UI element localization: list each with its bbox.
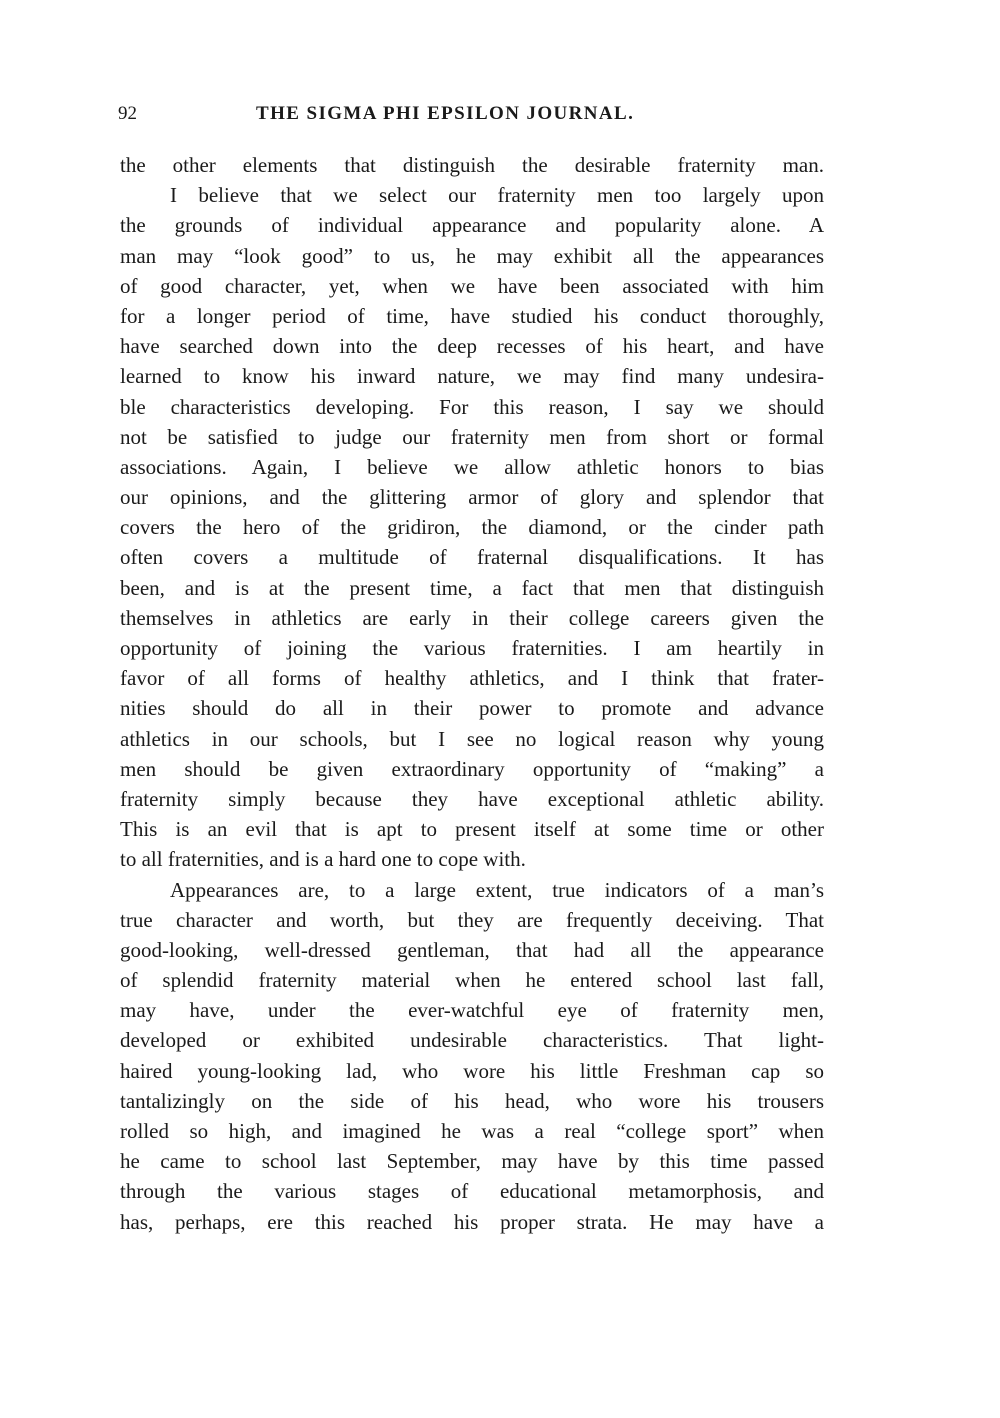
text-line: Appearances are, to a large extent, true indicators of a man’s [170, 877, 824, 902]
text-line: true character and worth, but they are frequently deceiving. That [120, 907, 824, 932]
text-line: has, perhaps, ere this reached his proper strata. He may have a [120, 1209, 824, 1234]
text-line: rolled so high, and imagined he was a real “college sport” when [120, 1119, 824, 1143]
text-line: developed or exhibited undesirable characteristics. That light- [120, 1028, 824, 1053]
text-line: the other elements that distinguish the desirable fraternity man. [120, 153, 824, 177]
text-line: fraternity simply because they have exceptional athletic ability. [120, 786, 824, 811]
text-line: ble characteristics developing. For this reason, I say we should [120, 394, 824, 419]
text-line: themselves in athletics are early in their college careers given the [120, 605, 824, 630]
text-line: tantalizingly on the side of his head, who wore his trousers [120, 1088, 824, 1113]
text-line: may have, under the ever-watchful eye of fraternity men, [120, 998, 824, 1023]
text-line: men should be given extraordinary opportunity of “making” a [120, 756, 824, 781]
text-line: good-looking, well-dressed gentleman, that had all the appearance [120, 937, 824, 962]
text-line: athletics in our schools, but I see no logical reason why young [120, 726, 824, 751]
text-line: nities should do all in their power to promote and advance [120, 696, 824, 721]
text-line: haired young-looking lad, who wore his little Freshman cap so [120, 1058, 824, 1083]
text-line: he came to school last September, may have by this time passed [120, 1149, 824, 1174]
text-line: favor of all forms of healthy athletics, and I think that frater- [120, 666, 824, 691]
text-line: have searched down into the deep recesses of his heart, and have [120, 334, 824, 359]
text-line: covers the hero of the gridiron, the diamond, or the cinder path [120, 515, 824, 540]
text-line: man may “look good” to us, he may exhibit all the appearances [120, 243, 824, 268]
text-line: of splendid fraternity material when he entered school last fall, [120, 968, 824, 993]
text-line: I believe that we select our fraternity men too largely upon [170, 183, 824, 208]
text-line: associations. Again, I believe we allow athletic honors to bias [120, 454, 824, 479]
text-line: been, and is at the present time, a fact that men that distinguish [120, 575, 824, 600]
text-line: the grounds of individual appearance and popularity alone. A [120, 213, 824, 238]
text-line: often covers a multitude of fraternal disqualifications. It has [120, 545, 824, 570]
running-title: THE SIGMA PHI EPSILON JOURNAL. [256, 103, 635, 124]
text-line: of good character, yet, when we have been associated with him [120, 273, 824, 298]
text-line: learned to know his inward nature, we may find many undesira- [120, 364, 824, 389]
text-line: our opinions, and the glittering armor of glory and splendor that [120, 485, 824, 510]
text-line: This is an evil that is apt to present itself at some time or other [120, 817, 824, 842]
text-line: not be satisfied to judge our fraternity men from short or formal [120, 424, 824, 449]
text-line: opportunity of joining the various fraternities. I am heartily in [120, 636, 824, 660]
page-number: 92 [118, 103, 137, 124]
body-text [120, 150, 824, 1237]
text-line: for a longer period of time, have studied his conduct thoroughly, [120, 303, 824, 328]
text-line: to all fraternities, and is a hard one to cope with. [120, 847, 526, 872]
text-line: through the various stages of educational metamorphosis, and [120, 1179, 824, 1204]
page-header [118, 103, 826, 133]
